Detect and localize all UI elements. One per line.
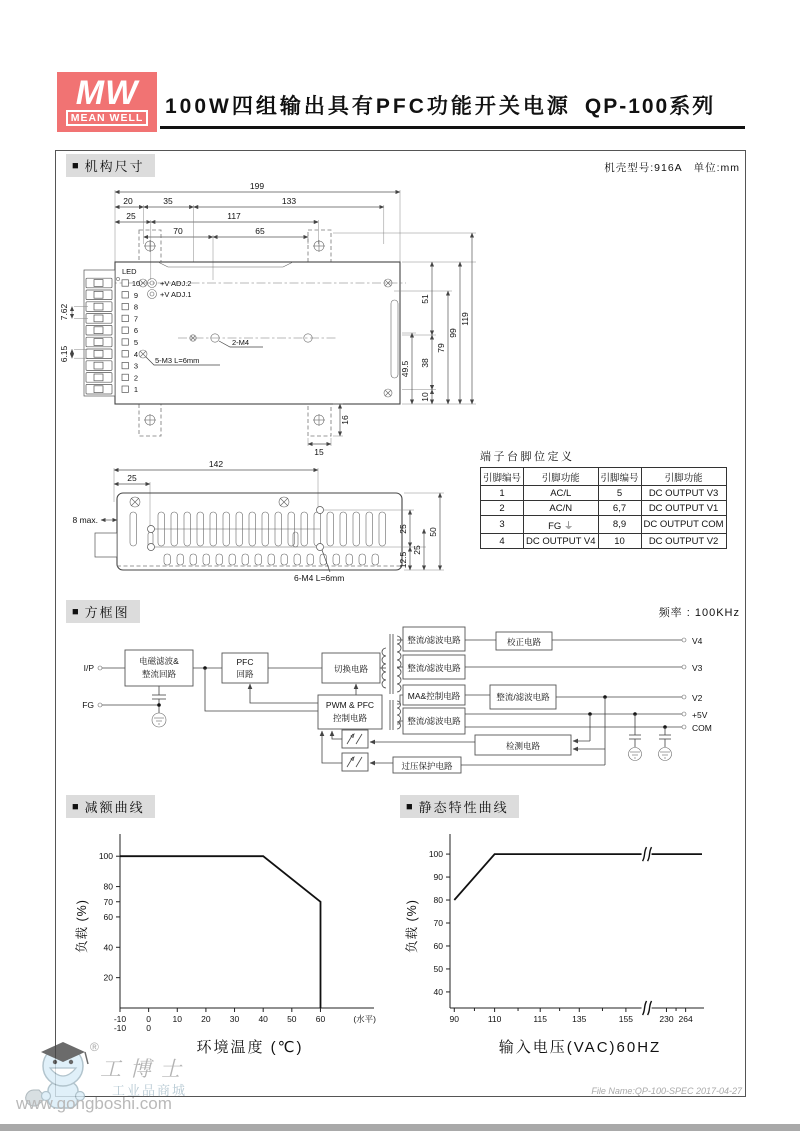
output-5v: +5V (692, 710, 708, 720)
dim-65: 65 (255, 226, 265, 236)
box-rectifier-filter-v2: 整流/滤波电路 (496, 692, 550, 702)
pin-cell: FG ⏚ (524, 516, 599, 534)
pin-cell: 6,7 (598, 501, 641, 516)
label-6-m4: 6-M4 L=6mm (294, 573, 345, 583)
svg-text:10: 10 (131, 279, 141, 288)
logo-mw-text: MW (75, 74, 139, 112)
box-detection: 检测电路 (505, 741, 541, 751)
static-characteristic-chart (402, 826, 722, 1066)
watermark-url: www.gongboshi.com (16, 1094, 172, 1113)
block-diagram (60, 600, 740, 790)
svg-text:(水平): (水平) (353, 1014, 376, 1024)
side-screws (130, 497, 289, 507)
svg-text:50: 50 (287, 1014, 297, 1024)
dim-25-side: 25 (127, 473, 137, 483)
dim-25c: 25 (412, 545, 422, 555)
box-switching: 切换电路 (333, 664, 369, 674)
dim-117: 117 (227, 211, 241, 221)
section-mechanical (66, 154, 155, 177)
optocoupler-icon (342, 753, 368, 771)
svg-text:1: 1 (133, 385, 139, 395)
label-ip: I/P (83, 663, 94, 673)
pin-cell: 4 (481, 534, 524, 549)
svg-text:135: 135 (572, 1014, 587, 1024)
case-model-info: 机壳型号:916A 单位:mm (604, 162, 740, 174)
svg-text:100: 100 (428, 849, 443, 860)
svg-text:60: 60 (103, 911, 113, 922)
section-mechanical-label: 机构尺寸 (84, 159, 145, 174)
svg-text:4: 4 (133, 349, 139, 359)
pin-cell: DC OUTPUT V4 (524, 534, 599, 549)
pin-cell: DC OUTPUT V3 (641, 486, 726, 501)
box-rectifier-filter-v4: 整流/滤波电路 (407, 635, 461, 645)
box-emi-filter: 整流回路 (141, 669, 177, 679)
pin-cell: DC OUTPUT V2 (641, 534, 726, 549)
box-pfc: PFC (236, 657, 254, 667)
dim-10: 10 (420, 392, 430, 402)
svg-text:9: 9 (133, 290, 139, 300)
label-5-m3: 5-M3 L=6mm (155, 356, 200, 365)
pin-cell: AC/N (524, 501, 599, 516)
svg-text:115: 115 (533, 1014, 547, 1024)
svg-text:110: 110 (487, 1014, 502, 1024)
pin-cell: 1 (481, 486, 524, 501)
dim-6-15: 6.15 (59, 345, 69, 363)
svg-text:40: 40 (258, 1014, 268, 1024)
output-v4: V4 (692, 636, 703, 646)
bracket-holes (144, 240, 325, 426)
table-row (481, 486, 727, 501)
svg-text:负载 (%): 负载 (%) (405, 899, 419, 953)
dim-119: 119 (460, 312, 470, 326)
section-block-label: 方框图 (84, 605, 130, 620)
section-static-curve (400, 795, 519, 818)
box-rectifier-filter-5v: 整流/滤波电路 (407, 716, 461, 726)
section-derating-label: 减额曲线 (84, 800, 145, 815)
svg-text:30: 30 (229, 1014, 240, 1024)
pin-cell: 10 (598, 534, 641, 549)
ground-symbol (659, 748, 672, 761)
table-row (481, 516, 727, 534)
dim-199: 199 (249, 181, 265, 191)
page-title (165, 90, 745, 120)
svg-text:-10: -10 (113, 1023, 127, 1033)
svg-text:-10: -10 (113, 1014, 127, 1024)
dim-142: 142 (208, 459, 224, 469)
box-pwm-pfc-control: PWM & PFC (325, 700, 375, 710)
pin-table (480, 448, 722, 549)
dim-16: 16 (340, 415, 350, 425)
label-vadj1: +V ADJ.1 (160, 290, 192, 299)
svg-text:40: 40 (433, 986, 443, 997)
logo-meanwell-text: MEAN WELL (66, 110, 149, 126)
dim-25b: 25 (398, 524, 408, 534)
pin-table-title: 端子台脚位定义 (480, 451, 575, 463)
svg-text:0: 0 (146, 1014, 152, 1024)
title-main: 100W四组输出具有PFC功能开关电源 (165, 95, 571, 118)
svg-text:100: 100 (98, 851, 113, 862)
svg-text:输入电压(VAC)60HZ: 输入电压(VAC)60HZ (498, 1039, 662, 1056)
mechanical-drawing (58, 182, 508, 592)
svg-text:70: 70 (103, 896, 113, 907)
dim-49-5: 49.5 (400, 360, 410, 378)
ground-symbol (152, 713, 166, 727)
output-v3: V3 (692, 663, 703, 673)
label-led: LED (122, 267, 137, 276)
svg-text:90: 90 (433, 872, 443, 883)
dim-25: 25 (126, 211, 136, 221)
svg-text:80: 80 (433, 895, 443, 906)
box-pwm-pfc-control: 控制电路 (332, 713, 368, 723)
pin-cell: 2 (481, 501, 524, 516)
dim-133: 133 (281, 196, 297, 206)
box-ma-control: MA&控制电路 (407, 691, 461, 701)
section-marker: ■ (72, 159, 79, 172)
box-rectifier-filter-v3: 整流/滤波电路 (407, 663, 461, 673)
ground-symbol (629, 748, 642, 761)
svg-text:8: 8 (133, 302, 139, 312)
pin-col-header: 引脚功能 (524, 468, 599, 486)
table-row (481, 534, 727, 549)
box-overvoltage-protection: 过压保护电路 (401, 761, 453, 771)
output-v2: V2 (692, 693, 703, 703)
output-com: COM (692, 723, 712, 733)
svg-text:3: 3 (133, 361, 139, 371)
label-vadj2: +V ADJ.2 (160, 279, 192, 288)
pin-cell: DC OUTPUT V1 (641, 501, 726, 516)
dim-15: 15 (314, 447, 324, 457)
dim-7-62: 7.62 (59, 303, 69, 321)
section-derating-curve (66, 795, 155, 818)
dim-79: 79 (436, 343, 446, 353)
svg-text:230: 230 (659, 1014, 674, 1024)
pin-col-header: 引脚编号 (598, 468, 641, 486)
dim-51: 51 (420, 294, 430, 304)
table-row (481, 501, 727, 516)
title-underline (160, 126, 745, 129)
derating-chart (72, 826, 392, 1066)
dim-8max: 8 max. (72, 515, 98, 525)
label-fg: FG (82, 700, 94, 710)
pin-cell: 3 (481, 516, 524, 534)
svg-text:40: 40 (103, 942, 113, 953)
vent-slots (130, 512, 386, 565)
svg-text:264: 264 (678, 1014, 693, 1024)
title-series: QP-100系列 (584, 95, 716, 118)
svg-text:2: 2 (133, 373, 139, 383)
box-emi-filter: 电磁滤波& (139, 656, 179, 666)
svg-text:50: 50 (433, 963, 443, 974)
svg-text:80: 80 (103, 881, 113, 892)
dim-35: 35 (163, 196, 173, 206)
svg-text:7: 7 (133, 314, 139, 324)
box-correction: 校正电路 (506, 637, 542, 647)
file-info: File Name:QP-100-SPEC 2017-04-27 (591, 1086, 742, 1096)
section-marker: ■ (72, 800, 79, 813)
meanwell-logo (57, 72, 157, 132)
registered-mark: ® (90, 1040, 99, 1054)
frequency-note: 频率 : 100KHz (658, 607, 740, 619)
svg-text:6: 6 (133, 326, 139, 336)
dim-50: 50 (428, 527, 438, 537)
dim-70: 70 (173, 226, 183, 236)
svg-text:负载 (%): 负载 (%) (75, 899, 89, 953)
pin-col-header: 引脚功能 (641, 468, 726, 486)
section-marker: ■ (406, 800, 413, 813)
pin-cell: 5 (598, 486, 641, 501)
svg-text:20: 20 (103, 972, 113, 983)
watermark-tagline: 工业品商城 (112, 1083, 188, 1098)
page-bottom-bar (0, 1124, 800, 1131)
svg-text:0: 0 (146, 1023, 152, 1033)
pin-cell: 8,9 (598, 516, 641, 534)
watermark-brand: 工博士 (100, 1057, 190, 1081)
svg-text:20: 20 (201, 1014, 211, 1024)
section-static-label: 静态特性曲线 (418, 800, 509, 815)
pin-cell: DC OUTPUT COM (641, 516, 726, 534)
svg-text:155: 155 (618, 1014, 633, 1024)
svg-text:70: 70 (433, 918, 443, 928)
svg-text:60: 60 (315, 1014, 326, 1024)
svg-text:90: 90 (449, 1014, 460, 1024)
dim-38: 38 (420, 358, 430, 368)
dim-99: 99 (448, 328, 458, 338)
optocoupler-icon (342, 730, 368, 748)
section-marker: ■ (72, 605, 79, 618)
svg-text:5: 5 (133, 338, 139, 347)
box-pfc: 回路 (236, 669, 254, 679)
pin-cell: AC/L (524, 486, 599, 501)
dim-12-5: 12.5 (398, 551, 408, 569)
svg-text:环境温度 (℃): 环境温度 (℃) (196, 1039, 304, 1056)
svg-text:10: 10 (172, 1014, 183, 1024)
dim-20: 20 (123, 196, 133, 206)
svg-text:60: 60 (433, 940, 443, 951)
label-2-m4: 2-M4 (232, 338, 250, 347)
pin-col-header: 引脚编号 (481, 468, 524, 486)
